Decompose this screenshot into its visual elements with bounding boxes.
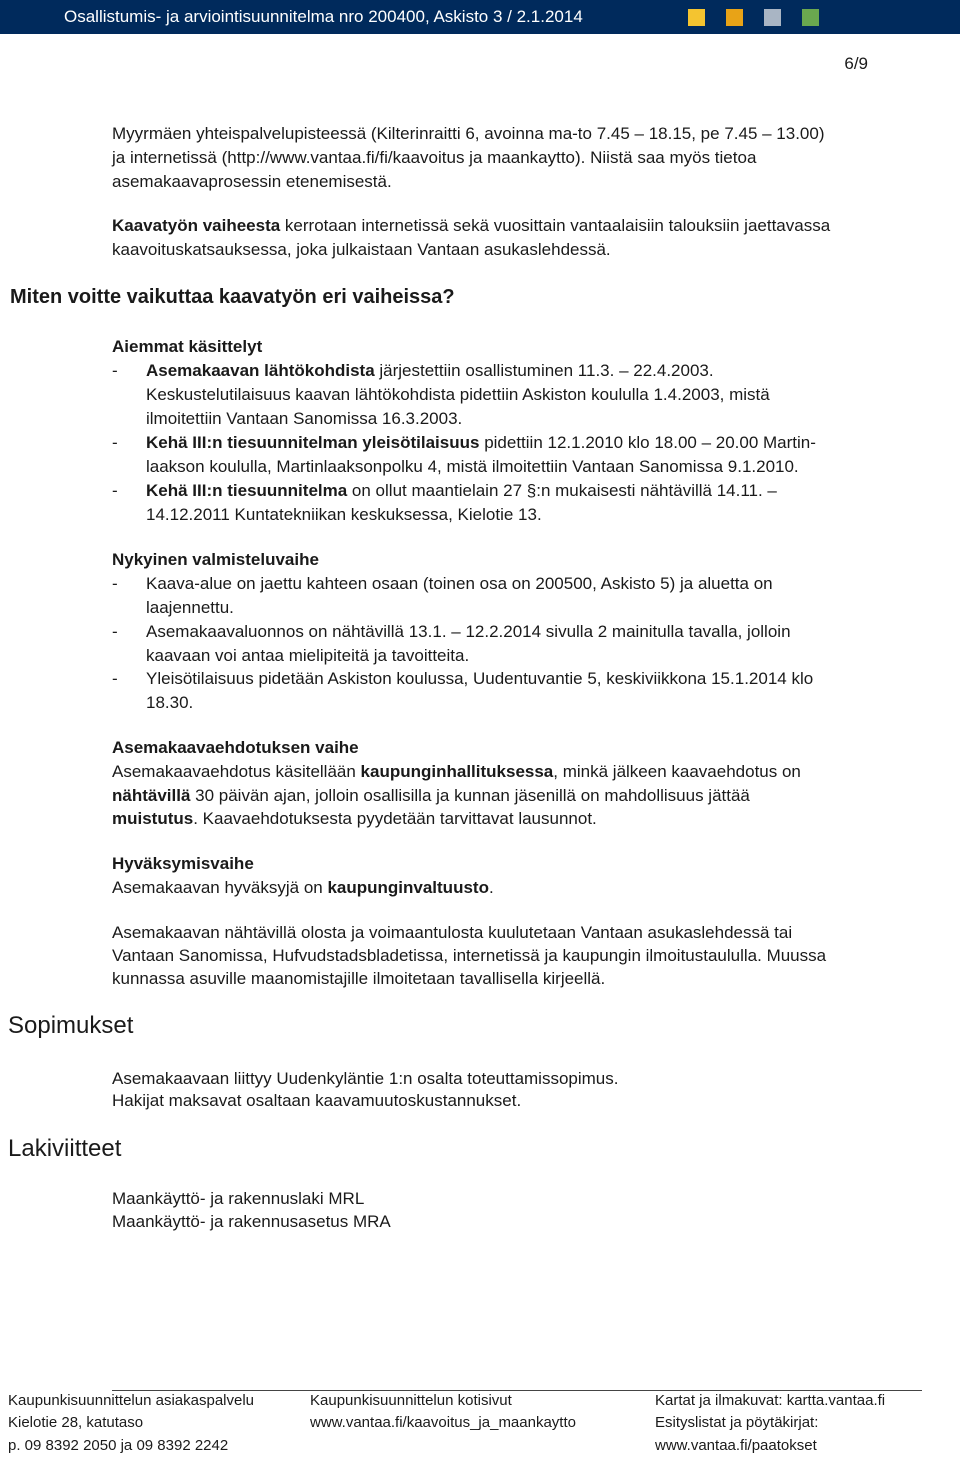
- earlier-item-1-line-3: ilmoitettiin Vantaan Sanomissa 16.3.2003.: [146, 409, 463, 428]
- proposal-line-3: muistutus. Kaavaehdotuksesta pyydetään tarvittavat lausunnot.: [112, 809, 597, 828]
- earlier-item-3: Kehä III:n tiesuunnitelma on ollut maantielain 27 §:n mukaisesti nähtävillä 14.11. –: [146, 481, 777, 500]
- current-item-3: Yleisötilaisuus pidetään Askiston koulussa, Uudentuvantie 5, keskiviikkona 15.1.2014 klo: [146, 669, 814, 688]
- earlier-item-1-line-2: Keskustelutilaisuus kaavan lähtökohdista pidettiin Askiston koululla 1.4.2003, mistä: [146, 385, 770, 404]
- list-dash: -: [112, 622, 118, 641]
- footer-maps-link[interactable]: Kartat ja ilmakuvat: kartta.vantaa.fi: [655, 1392, 886, 1409]
- earlier-item-3-line-2: 14.12.2011 Kuntatekniikan keskuksessa, Kielotie 13.: [146, 505, 542, 524]
- approval-line-1: Asemakaavan hyväksyjä on kaupunginvaltuusto.: [112, 878, 494, 897]
- phase-info-line-1: Kaavatyön vaiheesta kerrotaan internetissä sekä vuosittain vantaalaisiin talouksiin jaettavassa: [112, 216, 831, 235]
- footer-agenda-title: Esityslistat ja pöytäkirjat:: [655, 1414, 819, 1431]
- law-label: Lakiviitteet: [8, 1135, 122, 1162]
- proposal-line-1: Asemakaavaehdotus käsitellään kaupunginhallituksessa, minkä jälkeen kaavaehdotus on: [112, 762, 801, 781]
- phase-info-line-2: kaavoituskatsauksessa, joka julkaistaan Vantaan asukaslehdessä.: [112, 240, 611, 259]
- footer-service-phone: p. 09 8392 2050 ja 09 8392 2242: [8, 1437, 229, 1454]
- current-item-3-line-2: 18.30.: [146, 693, 194, 712]
- logo-square-green: [802, 9, 819, 26]
- list-dash: -: [112, 433, 118, 452]
- footer-decisions-link[interactable]: www.vantaa.fi/paatokset: [655, 1437, 817, 1454]
- earlier-item-1: Asemakaavan lähtökohdista järjestettiin osallistuminen 11.3. – 22.4.2003.: [146, 361, 714, 380]
- phase-info-bold: Kaavatyön vaiheesta: [112, 216, 281, 235]
- header-bar: [0, 0, 960, 34]
- current-item-2-line-2: kaavaan voi antaa mielipiteitä ja tavoitteita.: [146, 646, 470, 665]
- intro-line-2: ja internetissä (http://www.vantaa.fi/fi/kaavoitus ja maankaytto). Niistä saa myös tietoa: [112, 148, 757, 167]
- proposal-line-2: nähtävillä 30 päivän ajan, jolloin osallisilla ja kunnan jäsenillä on mahdollisuus jättää: [112, 786, 750, 805]
- agreements-label: Sopimukset: [8, 1012, 134, 1039]
- footer-service-title: Kaupunkisuunnittelun asiakaspalvelu: [8, 1392, 255, 1409]
- current-item-1: Kaava-alue on jaettu kahteen osaan (toinen osa on 200500, Askisto 5) ja aluetta on: [146, 574, 773, 593]
- footer-homepage-title: Kaupunkisuunnittelun kotisivut: [310, 1392, 512, 1409]
- notice-line-1: Asemakaavan nähtävillä olosta ja voimaantulosta kuulutetaan Vantaan asukaslehdessä tai: [112, 923, 793, 942]
- notice-line-3: kunnassa asuville maanomistajille ilmoitetaan tavallisella kirjeellä.: [112, 969, 606, 988]
- agreements-line-2: Hakijat maksavat osaltaan kaavamuutoskustannukset.: [112, 1091, 522, 1110]
- list-dash: -: [112, 669, 118, 688]
- earlier-item-2-line-2: laakson koululla, Martinlaaksonpolku 4, mistä ilmoitettiin Vantaan Sanomissa 9.1.2010.: [146, 457, 799, 476]
- list-dash: -: [112, 361, 118, 380]
- current-heading: Nykyinen valmisteluvaihe: [112, 550, 319, 569]
- logo-square-grey: [764, 9, 781, 26]
- notice-line-2: Vantaan Sanomissa, Hufvudstadsbladetissa, internetissä ja kaupungin ilmoitustaululla. Muussa: [112, 946, 827, 965]
- intro-line-1: Myyrmäen yhteispalvelupisteessä (Kilterinraitti 6, avoinna ma-to 7.45 – 18.15, pe 7.45 – 13.00): [112, 124, 825, 143]
- current-item-2: Asemakaavaluonnos on nähtävillä 13.1. – 12.2.2014 sivulla 2 mainitulla tavalla, jolloin: [146, 622, 791, 641]
- document-title: Osallistumis- ja arviointisuunnitelma nro 200400, Askisto 3 / 2.1.2014: [64, 7, 583, 26]
- footer-service-address: Kielotie 28, katutaso: [8, 1414, 144, 1431]
- earlier-heading: Aiemmat käsittelyt: [112, 337, 263, 356]
- list-dash: -: [112, 481, 118, 500]
- approval-heading: Hyväksymisvaihe: [112, 854, 254, 873]
- logo-square-orange: [726, 9, 743, 26]
- earlier-item-2: Kehä III:n tiesuunnitelman yleisötilaisuus pidettiin 12.1.2010 klo 18.00 – 20.00 Martin-: [146, 433, 816, 452]
- list-dash: -: [112, 574, 118, 593]
- influence-heading: Miten voitte vaikuttaa kaavatyön eri vaiheissa?: [10, 286, 455, 308]
- logo-square-yellow: [688, 9, 705, 26]
- page-number: 6/9: [844, 54, 868, 73]
- proposal-heading: Asemakaavaehdotuksen vaihe: [112, 738, 359, 757]
- law-line-2: Maankäyttö- ja rakennusasetus MRA: [112, 1212, 391, 1231]
- law-line-1: Maankäyttö- ja rakennuslaki MRL: [112, 1189, 365, 1208]
- footer-homepage-link[interactable]: www.vantaa.fi/kaavoitus_ja_maankaytto: [310, 1414, 576, 1431]
- agreements-line-1: Asemakaavaan liittyy Uudenkyläntie 1:n osalta toteuttamissopimus.: [112, 1069, 619, 1088]
- current-item-1-line-2: laajennettu.: [146, 598, 234, 617]
- intro-line-3: asemakaavaprosessin etenemisestä.: [112, 172, 392, 191]
